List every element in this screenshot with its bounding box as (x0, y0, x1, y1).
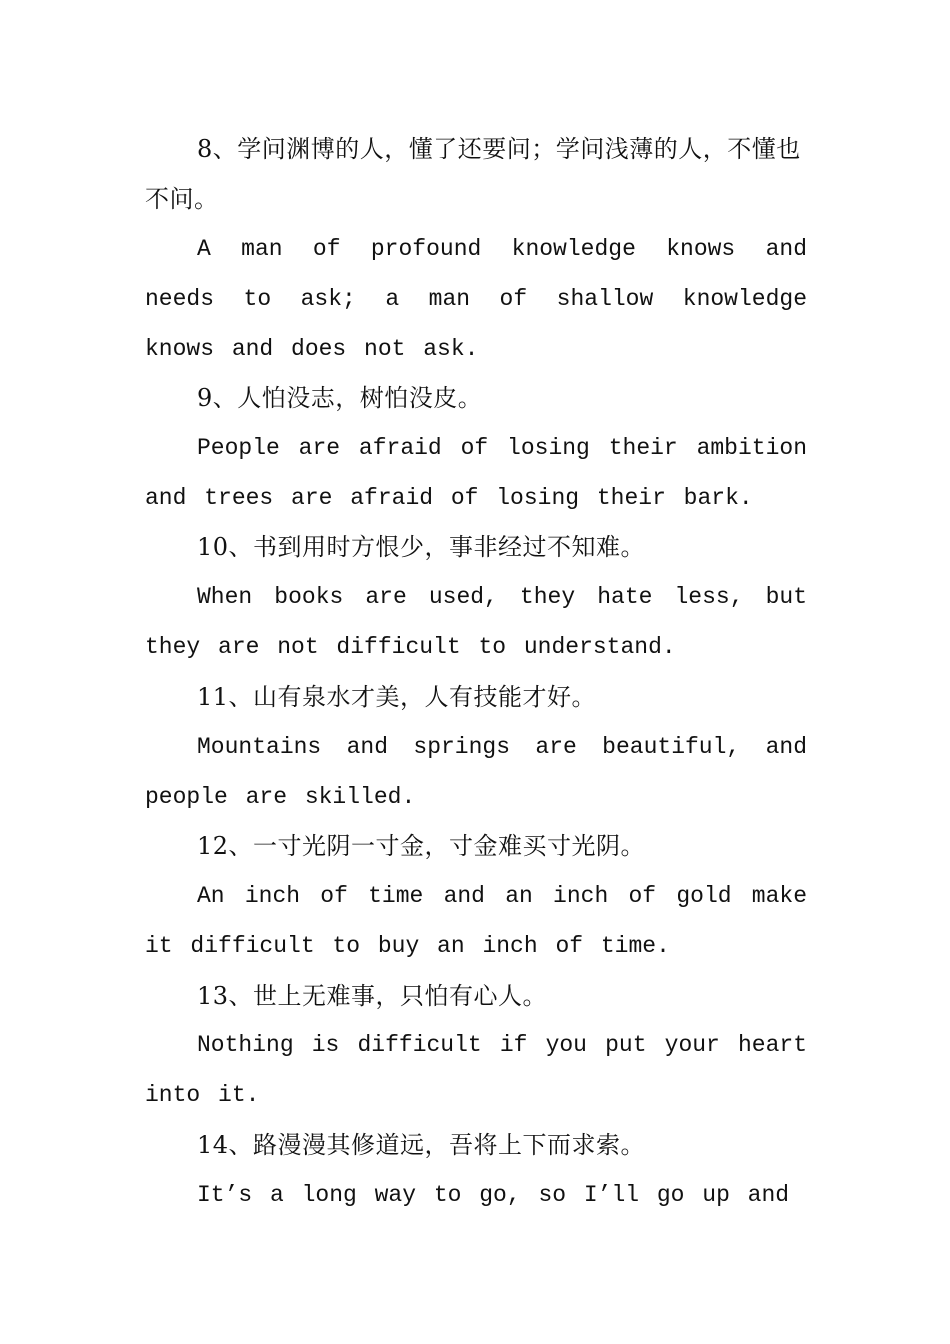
proverb-13-english: Nothing is difficult if you put your heart into it. (145, 1032, 807, 1108)
proverb-8-chinese: 8、学问渊博的人，懂了还要问；学问浅薄的人，不懂也不问。 (145, 135, 801, 213)
proverb-12-chinese: 12、一寸光阴一寸金，寸金难买寸光阴。 (197, 832, 646, 860)
proverb-10-english: When books are used, they hate less, but they are not difficult to understand. (145, 584, 807, 660)
proverb-9-chinese: 9、人怕没志，树怕没皮。 (197, 384, 483, 412)
proverb-13-chinese: 13、世上无难事，只怕有心人。 (197, 982, 548, 1010)
proverb-10-chinese: 10、书到用时方恨少，事非经过不知难。 (197, 533, 646, 561)
proverb-9-english: People are afraid of losing their ambition and trees are afraid of losing their bark. (145, 435, 807, 511)
proverb-8-english: A man of profound knowledge knows and needs to ask; a man of shallow knowledge knows and does not ask. (145, 236, 807, 362)
proverb-14-chinese: 14、路漫漫其修道远，吾将上下而求索。 (197, 1131, 646, 1159)
proverb-12-english: An inch of time and an inch of gold make it difficult to buy an inch of time. (145, 883, 807, 959)
proverb-14-english: It’s a long way to go, so I’ll go up and (197, 1182, 790, 1208)
proverb-11-chinese: 11、山有泉水才美，人有技能才好。 (197, 683, 597, 711)
proverb-11-english: Mountains and springs are beautiful, and people are skilled. (145, 734, 807, 810)
